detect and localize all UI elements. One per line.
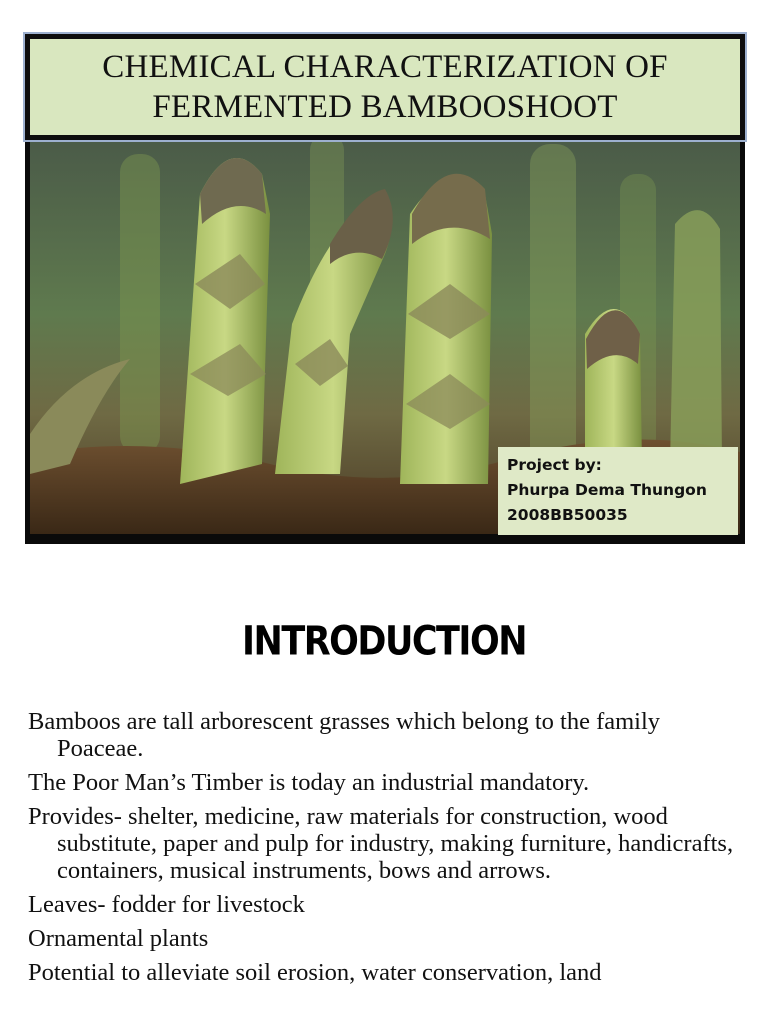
project-credit-box — [498, 447, 738, 535]
author-id: 2008BB50035 — [507, 506, 628, 524]
project-by-label: Project by: — [507, 456, 602, 474]
list-item: Bamboos are tall arborescent grasses which belong to the family Poaceae. — [28, 708, 661, 762]
presentation-title — [102, 47, 667, 127]
title-box — [25, 34, 745, 140]
title-slide — [25, 34, 745, 544]
list-item: The Poor Man’s Timber is today an industrial mandatory. — [28, 769, 590, 796]
title-line-2: FERMENTED BAMBOOSHOOT — [152, 89, 618, 125]
list-item: Potential to alleviate soil erosion, water conservation, land — [28, 959, 602, 986]
list-item: Provides- shelter, medicine, raw materials for construction, wood substitute, paper and pulp for industry, making furniture, handicrafts, containers, musical instruments, bows and arrows. — [28, 803, 734, 884]
introduction-list — [28, 708, 748, 993]
list-item: Leaves- fodder for livestock — [28, 891, 305, 918]
list-item: Ornamental plants — [28, 925, 209, 952]
title-line-1: CHEMICAL CHARACTERIZATION OF — [102, 49, 668, 85]
introduction-heading: INTRODUCTION — [242, 619, 526, 665]
author-name: Phurpa Dema Thungon — [507, 481, 707, 499]
